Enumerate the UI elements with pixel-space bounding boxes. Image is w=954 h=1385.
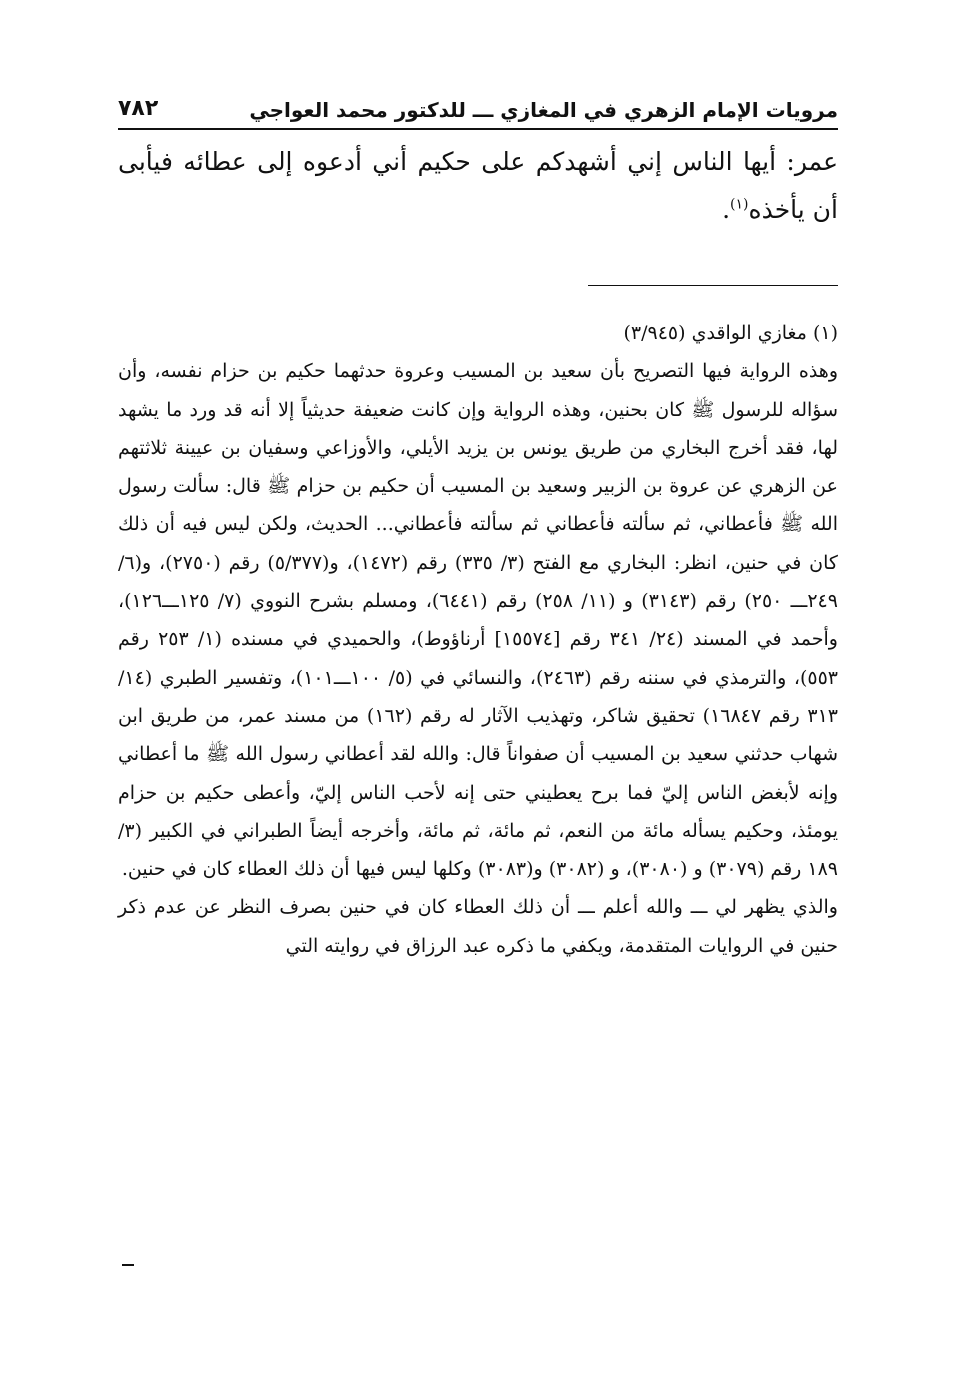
footnote-paragraph-1: وهذه الرواية فيها التصريح بأن سعيد بن المسيب وعروة حدثهما حكيم بن حزام نفسه، وأن سؤاله للرسول ﷺ كان بحنين، وهذه الرواية وإن كانت ضعيفة حديثياً إلا أنه قد ورد ما يشهد لها، فقد أخرج البخاري من طريق يونس بن يزيد الأيلي، والأوزاعي وسفيان بن عيينة ثلاثتهم عن الزهري عن عروة بن الزبير وسعيد بن المسيب أن حكيم بن حزام ﷺ قال: سألت رسول الله ﷺ فأعطاني، ثم سألته فأعطاني ثم سألته فأعطاني... الحديث، ولكن ليس فيه أن ذلك كان في حنين، انظر: البخاري مع الفتح (٣/ ٣٣٥) رقم (١٤٧٢)، و(٥/٣٧٧) رقم (٢٧٥٠)، و(٦/ ٢٤٩ـــ ٢٥٠) رقم (٣١٤٣) و (١١/ ٢٥٨) رقم (٦٤٤١)، ومسلم بشرح النووي (٧/ ١٢٥ـــ١٢٦)، وأحمد في المسند (٢٤/ ٣٤١ رقم [١٥٥٧٤] أرناؤوط)، والحميدي في مسنده (١/ ٢٥٣ رقم ٥٥٣)، والترمذي في سننه رقم (٢٤٦٣)، والنسائي في (٥/ ١٠٠ـــ١٠١)، وتفسير الطبري (١٤/ ٣١٣ رقم ١٦٨٤٧) تحقيق شاكر، وتهذيب الآثار له رقم (١٦٢) من مسند عمر، من طريق ابن شهاب حدثني سعيد بن المسيب أن صفواناً قال: والله لقد أعطاني رسول الله ﷺ ما أعطاني وإنه لأبغض الناس إليّ فما برح يعطيني حتى إنه لأحب الناس إليّ، وأعطى حكيم بن حزام يومئذ، وحكيم يسأله مائة من النعم، ثم مائة، ثم مائة، وأخرجه أيضاً الطبراني في الكبير (٣/ ١٨٩ رقم (٣٠٧٩) و (٣٠٨٠)، و (٣٠٨٢) و(٣٠٨٣) وكلها ليس فيها أن ذلك العطاء كان في حنين. (118, 360, 838, 881)
footnote-1-body (118, 352, 838, 965)
header-title: مرويات الإمام الزهري في المغازي ـــ للدكتور محمد العواجي (249, 98, 838, 122)
footnote-paragraph-2: والذي يظهر لي ـــ والله أعلم ـــ أن ذلك العطاء كان في حنين بصرف النظر عن عدم ذكر حنين في الروايات المتقدمة، ويكفي ما ذكره عبد الرزاق في روايته التي (118, 896, 838, 957)
page-number: ٧٨٢ (118, 96, 159, 121)
footnote-1-reference: (١) مغازي الواقدي (٣/٩٤٥) (623, 322, 838, 344)
main-text-body: عمر: أيها الناس إني أشهدكم على حكيم أني أدعوه إلى عطائه فيأبى أن يأخذه (118, 147, 838, 224)
main-text-end: . (722, 195, 731, 224)
footnote-marker: (١) (730, 196, 749, 213)
document-page (118, 88, 838, 957)
running-header (118, 88, 838, 130)
footnote-separator (588, 285, 838, 286)
continuation-mark (122, 1264, 134, 1266)
footnotes (118, 314, 838, 965)
main-text (118, 138, 838, 234)
